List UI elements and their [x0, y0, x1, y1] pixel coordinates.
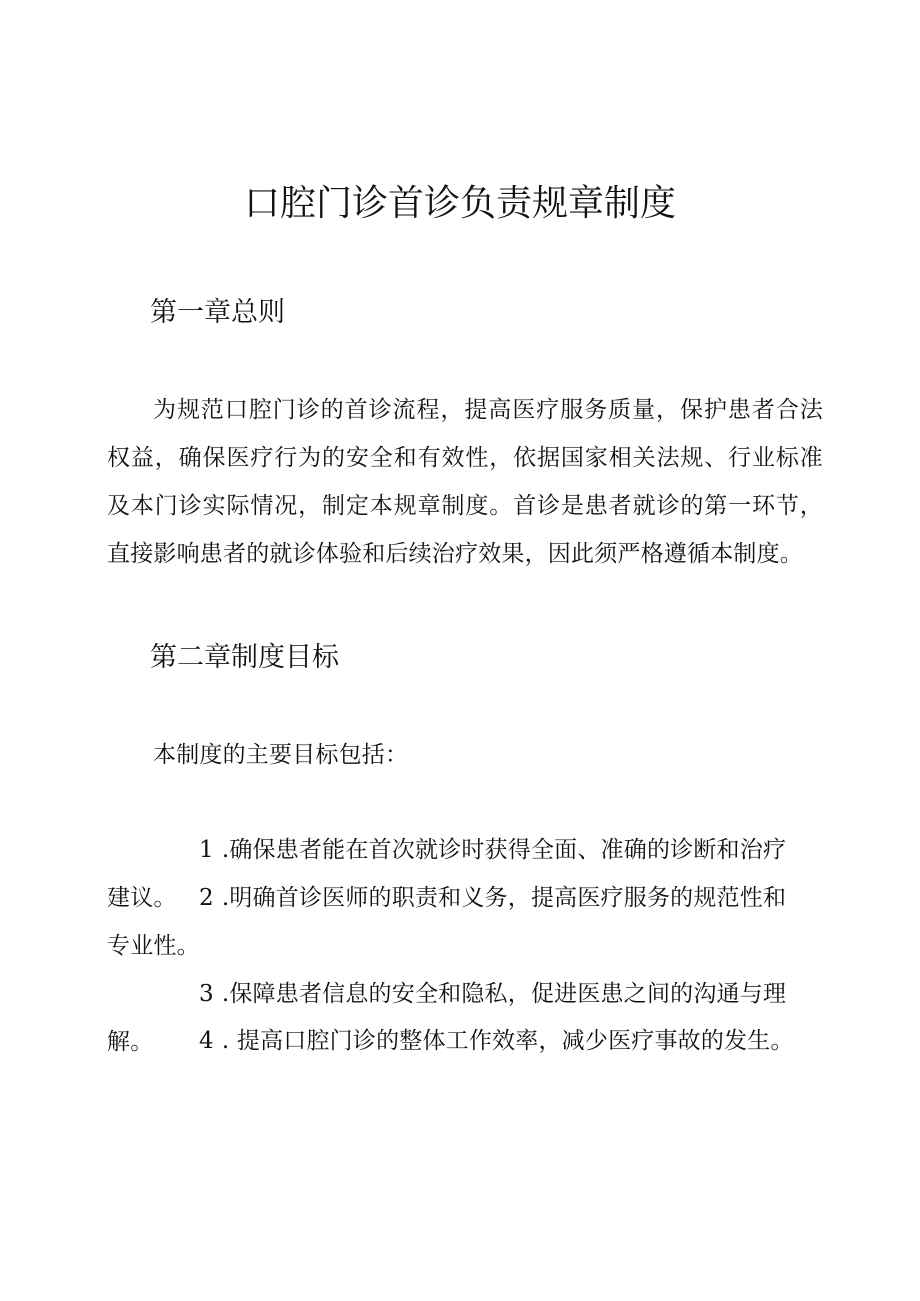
- list-item: [107, 1017, 807, 1065]
- list-item-text: .保障患者信息的安全和隐私，促进医患之间的沟通与理解。: [107, 981, 787, 1055]
- chapter-1-heading: 第一章总则: [150, 297, 285, 328]
- chapter-2-heading: 第二章制度目标: [150, 642, 339, 673]
- list-item-number: 1: [199, 837, 214, 863]
- list-item-text: .明确首诊医师的职责和义务，提高医疗服务的规范性和专业性。: [107, 885, 787, 959]
- list-item-number: 2: [199, 885, 214, 911]
- list-item: [107, 874, 797, 970]
- list-item-text: .确保患者能在首次就诊时获得全面、准确的诊断和治疗建议。: [107, 837, 787, 911]
- chapter-2-intro: 本制度的主要目标包括：: [153, 742, 409, 768]
- document-title: 口腔门诊首诊负责规章制度: [243, 183, 676, 224]
- list-item-number: 3: [199, 981, 214, 1007]
- chapter-1-paragraph: 为规范口腔门诊的首诊流程，提高医疗服务质量，保护患者合法权益，确保医疗行为的安全和有效性，依据国家相关法规、行业标准及本门诊实际情况，制定本规章制度。首诊是患者就诊的第一环节，直接影响患者的就诊体验和后续治疗效果，因此须严格遵循本制度。: [107, 397, 823, 567]
- list-item-text: . 提高口腔门诊的整体工作效率，减少医疗事故的发生。: [221, 1028, 794, 1054]
- list-item-number: 4: [199, 1028, 214, 1054]
